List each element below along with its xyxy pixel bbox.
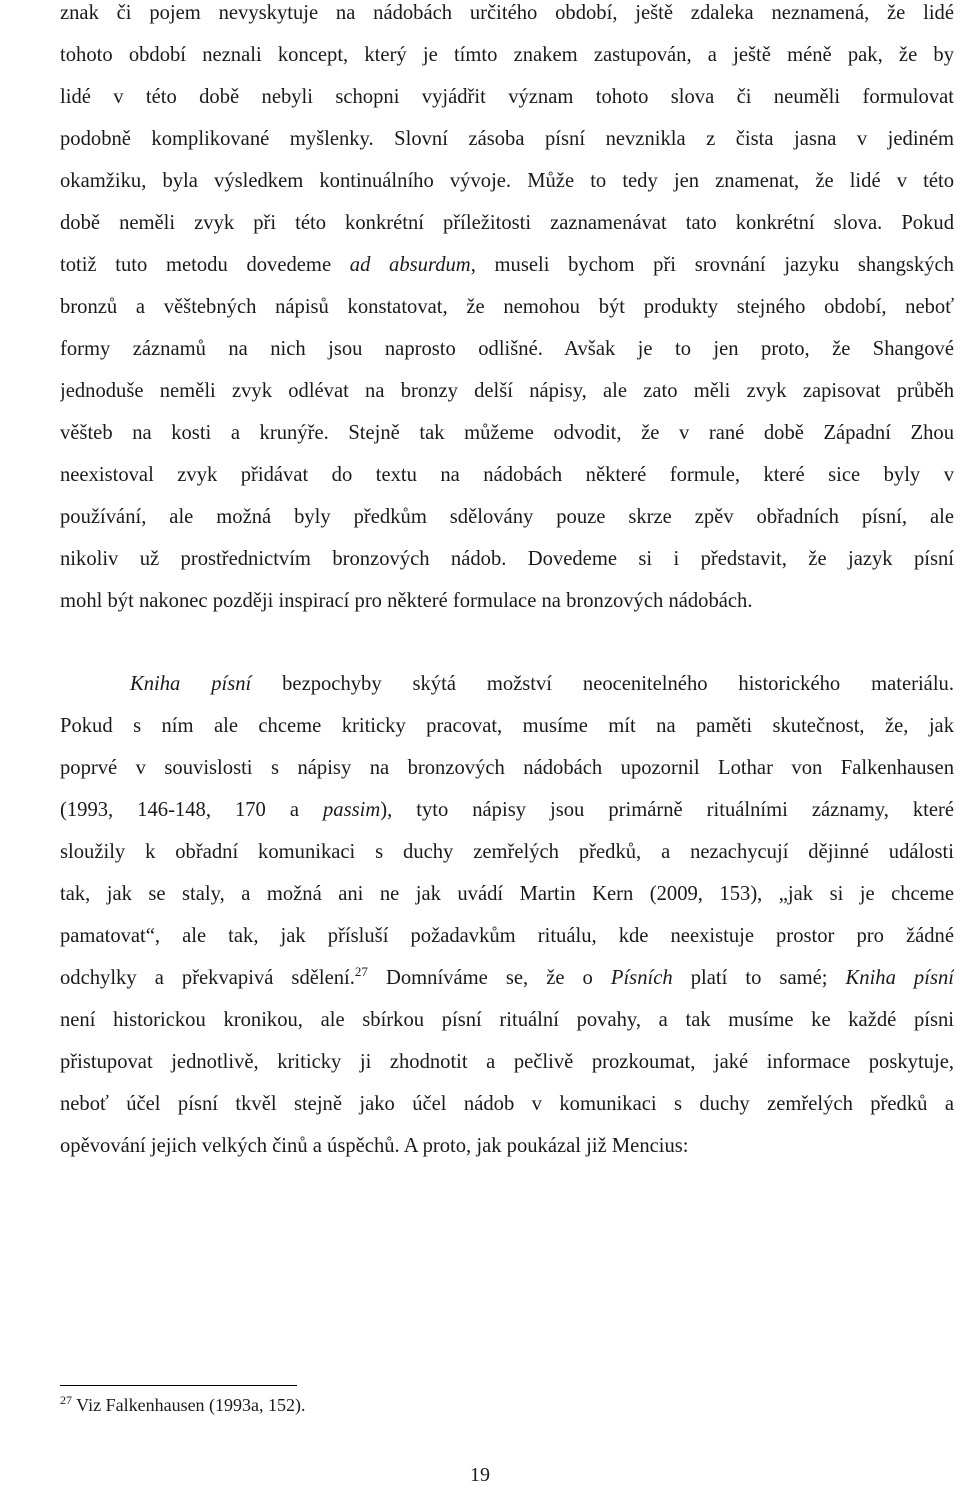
text-line: tak, jak se staly, a možná ani ne jak uvádí Martin Kern (2009, 153), „jak si je chceme — [60, 883, 954, 905]
paragraph-2 — [60, 663, 954, 1167]
text-line: Pokud s ním ale chceme kriticky pracovat, musíme mít na paměti skutečnost, že, jak — [60, 715, 954, 737]
italic-title: Písních — [610, 967, 673, 989]
footnote-reference[interactable]: 27 — [354, 964, 368, 979]
text-line: přistupovat jednotlivě, kriticky ji zhodnotit a pečlivě prozkoumat, jaké informace poskytuje, — [60, 1051, 954, 1073]
text-segment: (1993, 146-148, 170 a — [60, 799, 323, 821]
text-line: opěvování jejich velkých činů a úspěchů. A proto, jak poukázal již Mencius: — [60, 1135, 689, 1157]
text-line: formy záznamů na nich jsou naprosto odlišné. Avšak je to jen proto, že Shangové — [60, 338, 954, 360]
text-line: neboť účel písní tkvěl stejně jako účel nádob v komunikaci s duchy zemřelých předků a — [60, 1093, 954, 1115]
text-segment: Domníváme se, že o — [367, 967, 611, 989]
text-line — [60, 244, 954, 286]
footnote-number: 27 — [60, 1393, 72, 1407]
text-line: době neměli zvyk při této konkrétní příležitosti zaznamenávat tato konkrétní slova. Pokud — [60, 212, 954, 234]
text-segment: platí to samé; — [672, 967, 846, 989]
text-line: poprvé v souvislosti s nápisy na bronzových nádobách upozornil Lothar von Falkenhausen — [60, 757, 954, 779]
text-line: nikoliv už prostřednictvím bronzových nádob. Dovedeme si i představit, že jazyk písní — [60, 548, 954, 570]
text-line: pamatovat“, ale tak, jak přísluší požadavkům rituálu, kde neexistuje prostor pro žádné — [60, 925, 954, 947]
text-line — [60, 789, 954, 831]
text-line: podobně komplikované myšlenky. Slovní zásoba písní nevznikla z čista jasna v jediném — [60, 128, 954, 150]
text-line: neexistoval zvyk přidávat do textu na nádobách některé formule, které sice byly v — [60, 464, 954, 486]
text-line: sloužily k obřadní komunikaci s duchy zemřelých předků, a nezachycují dějinné události — [60, 841, 954, 863]
text-segment: totiž tuto metodu dovedeme — [60, 254, 350, 276]
text-line — [60, 663, 954, 705]
text-line: není historickou kronikou, ale sbírkou písní rituální povahy, a tak musíme ke každé písni — [60, 1009, 954, 1031]
text-line: znak či pojem nevyskytuje na nádobách určitého období, ještě zdaleka neznamená, že lidé — [60, 2, 954, 24]
italic-title: Kniha písní — [130, 673, 252, 695]
text-line: používání, ale možná byly předkům sdělovány pouze skrze zpěv obřadních písní, ale — [60, 506, 954, 528]
italic-term: ad absurdum — [349, 254, 471, 276]
text-line: jednoduše neměli zvyk odlévat na bronzy delší nápisy, ale zato měli zvyk zapisovat průběh — [60, 380, 954, 402]
text-line: okamžiku, byla výsledkem kontinuálního vývoje. Může to tedy jen znamenat, že lidé v této — [60, 170, 954, 192]
text-segment: , museli bychom při srovnání jazyku shangských — [470, 254, 954, 276]
footnote-text: Viz Falkenhausen (1993a, 152). — [72, 1395, 306, 1415]
text-segment: odchylky a překvapivá sdělení. — [60, 967, 355, 989]
italic-term: passim — [323, 799, 381, 821]
text-line: věšteb na kosti a krunýře. Stejně tak můžeme odvodit, že v rané době Západní Zhou — [60, 422, 954, 444]
text-line — [60, 957, 954, 999]
italic-title: Kniha písní — [845, 967, 954, 989]
page-number: 19 — [470, 1464, 490, 1486]
text-line: tohoto období neznali koncept, který je tímto znakem zastupován, a ještě méně pak, že by — [60, 44, 954, 66]
footnote-separator — [60, 1385, 297, 1386]
text-segment: bezpochyby skýtá možství neocenitelného historického materiálu. — [251, 673, 954, 695]
text-line: lidé v této době nebyli schopni vyjádřit význam tohoto slova či neuměli formulovat — [60, 86, 954, 108]
text-line: mohl být nakonec později inspirací pro některé formulace na bronzových nádobách. — [60, 590, 753, 612]
text-segment: ), tyto nápisy jsou primárně rituálními záznamy, které — [380, 799, 954, 821]
text-line: bronzů a věštebných nápisů konstatovat, že nemohou být produkty stejného období, neboť — [60, 296, 954, 318]
paragraph-1 — [60, 0, 954, 622]
footnote — [60, 1393, 306, 1417]
